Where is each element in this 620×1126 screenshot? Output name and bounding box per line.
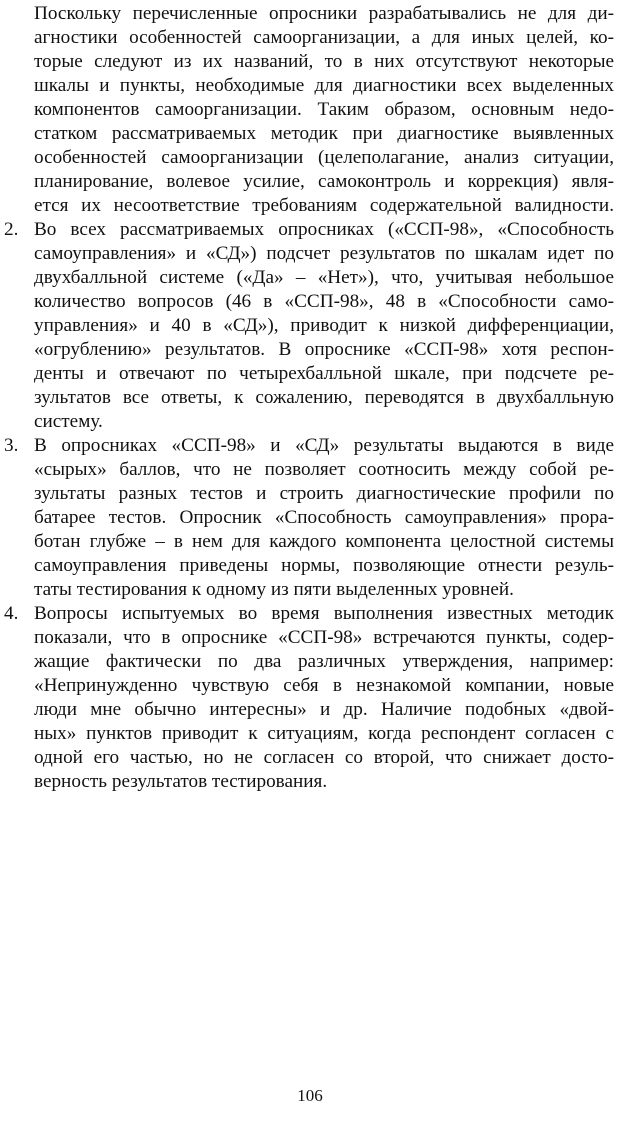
text-line: зультатов все ответы, к сожалению, переводятся в двухбалльную	[34, 387, 614, 408]
text-line: таты тестирования к одному из пяти выделенных уровней.	[34, 579, 514, 600]
text-line: самоуправления приведены нормы, позволяющие отнести резуль-	[34, 555, 614, 576]
text-line: торые следуют из их названий, то в них отсутствуют некоторые	[34, 51, 614, 72]
text-line: Поскольку перечисленные опросники разрабатывались не для ди-	[34, 3, 614, 24]
text-line: денты и отвечают по четырехбалльной шкале, при подсчете ре-	[34, 363, 614, 384]
text-line: батарее тестов. Опросник «Способность самоуправления» прора-	[34, 507, 614, 528]
text-line: шкалы и пункты, необходимые для диагностики всех выделенных	[34, 75, 614, 96]
text-line: жащие фактически по два различных утверждения, например:	[34, 651, 614, 672]
list-item-number: 4.	[4, 603, 19, 624]
text-line: верность результатов тестирования.	[34, 771, 328, 792]
text-line: зультаты разных тестов и строить диагностические профили по	[34, 483, 614, 504]
text-line: самоуправления» и «СД») подсчет результатов по шкалам идет по	[34, 243, 614, 264]
text-line: двухбалльной системе («Да» – «Нет»), что, учитывая небольшое	[34, 267, 614, 288]
text-line: В опросниках «ССП-98» и «СД» результаты выдаются в виде	[34, 435, 614, 456]
page-number: 106	[297, 1086, 323, 1105]
text-line: компонентов самоорганизации. Таким образом, основным недо-	[34, 99, 614, 120]
list-item-number: 3.	[4, 435, 19, 456]
text-line: управления» и 40 в «СД»), приводит к низкой дифференциации,	[34, 315, 614, 336]
text-line: «Непринужденно чувствую себя в незнакомой компании, новые	[34, 675, 614, 696]
text-line: агностики особенностей самоорганизации, а для иных целей, ко-	[34, 27, 614, 48]
list-item-number: 2.	[4, 219, 19, 240]
text-line: ется их несоответствие требованиям содержательной валидности.	[34, 195, 614, 216]
text-line: количество вопросов (46 в «ССП-98», 48 в «Способности само-	[34, 291, 614, 312]
text-line: Во всех рассматриваемых опросниках («ССП-98», «Способность	[34, 219, 614, 240]
text-line: планирование, волевое усилие, самоконтроль и коррекция) явля-	[34, 171, 614, 192]
text-line: «огрублению» результатов. В опроснике «ССП-98» хотя респон-	[34, 339, 614, 360]
text-line: особенностей самоорганизации (целеполагание, анализ ситуации,	[34, 147, 614, 168]
text-line: ных» пунктов приводит к ситуациям, когда респондент согласен с	[34, 723, 614, 744]
text-line: одной его частью, но не согласен со второй, что снижает досто-	[34, 747, 614, 768]
text-line: Вопросы испытуемых во время выполнения известных методик	[34, 603, 614, 624]
text-line: ботан глубже – в нем для каждого компонента целостной системы	[34, 531, 614, 552]
text-line: «сырых» баллов, что не позволяет соотносить между собой ре-	[34, 459, 614, 480]
text-line: люди мне обычно интересны» и др. Наличие подобных «двой-	[34, 699, 614, 720]
text-line: систему.	[34, 411, 103, 432]
text-line: статком рассматриваемых методик при диагностике выявленных	[34, 123, 614, 144]
text-line: показали, что в опроснике «ССП-98» встречаются пункты, содер-	[34, 627, 614, 648]
